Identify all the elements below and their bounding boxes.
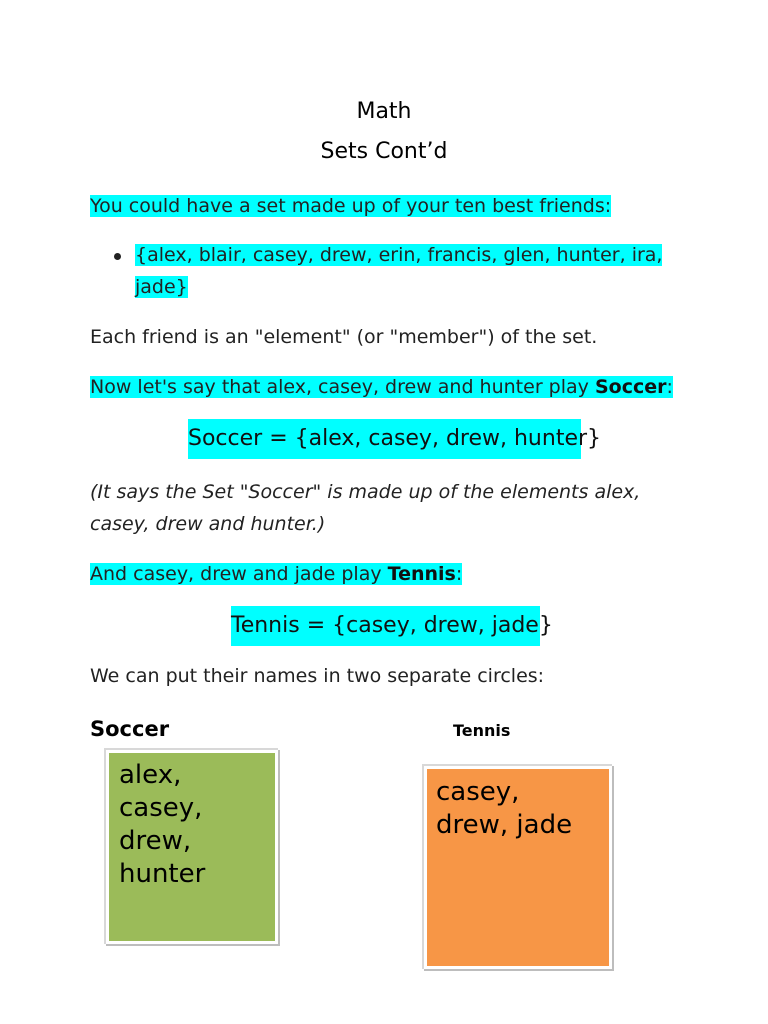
page-title-topic: Sets Cont’d [320,139,448,164]
soccer-intro-before: Now let's say that alex, casey, drew and hunter play [90,376,595,398]
tennis-intro-after: : [455,563,463,585]
soccer-intro-paragraph [90,371,673,403]
soccer-intro-text [90,376,673,398]
tennis-intro-text [90,563,462,585]
tennis-box-label: Tennis [453,721,511,740]
intro-paragraph [90,190,611,222]
soccer-box-members: alex, casey, drew, hunter [119,760,206,889]
tennis-intro-before: And casey, drew and jade play [90,563,388,585]
page-title-subject: Math [356,99,412,124]
soccer-intro-after: : [666,376,673,398]
soccer-box-label: Soccer [90,717,170,741]
circles-note: We can put their names in two separate circles: [90,665,545,687]
tennis-intro-name: Tennis [387,563,456,585]
soccer-intro-name: Soccer [594,376,667,398]
element-note: Each friend is an "element" (or "member") of the set. [90,326,598,348]
friends-set-item [135,239,680,303]
tennis-equation: Tennis = {casey, drew, jade} [231,606,540,646]
soccer-equation: Soccer = {alex, casey, drew, hunter} [188,419,581,459]
tennis-intro-paragraph [90,558,462,590]
intro-text: You could have a set made up of your ten best friends: [90,195,612,217]
bullet-icon [114,253,121,260]
tennis-box-members: casey, drew, jade [436,777,573,840]
friends-set-text: {alex, blair, casey, drew, erin, francis, glen, hunter, ira, jade} [135,244,663,298]
soccer-explanation: (It says the Set "Soccer" is made up of the elements alex, casey, drew and hunter.) [90,481,641,535]
